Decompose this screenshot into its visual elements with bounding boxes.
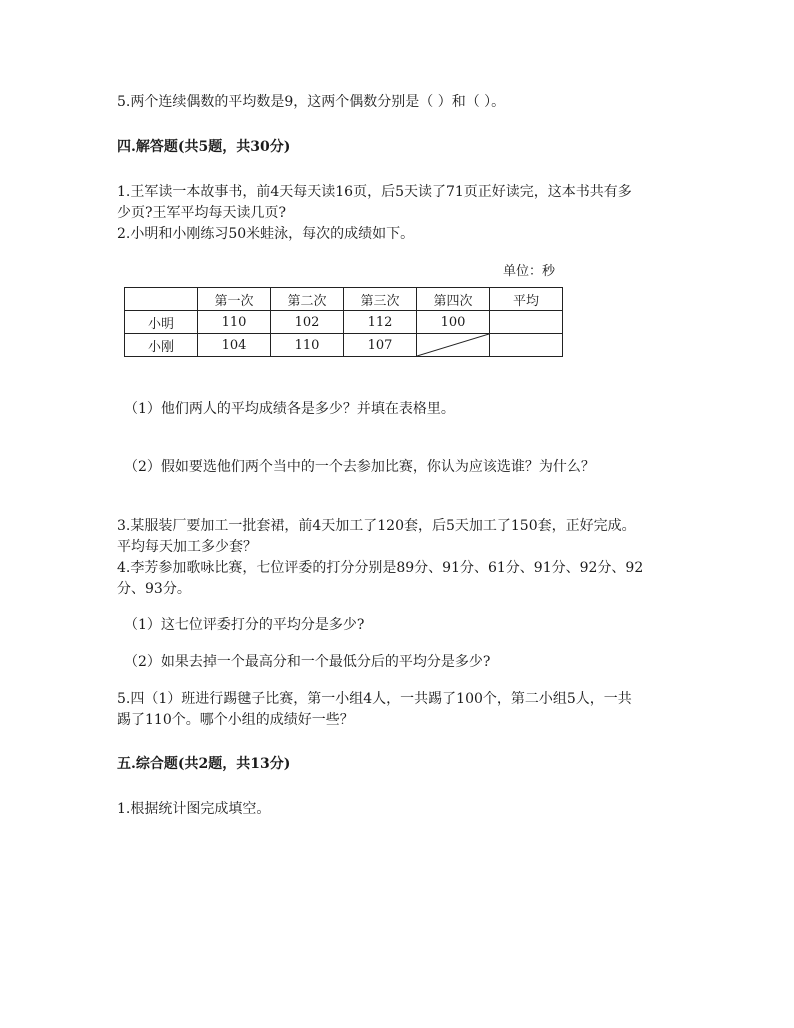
- table-cell-average[interactable]: [490, 334, 563, 357]
- table-cell-crossed-out: [417, 334, 490, 357]
- table-cell: 107: [344, 334, 417, 357]
- question-4-line-2: 分、93分。: [117, 581, 191, 597]
- table-unit-label: 单位：秒: [503, 264, 556, 279]
- table-row-name: 小明: [125, 311, 198, 334]
- question-4-line-1: 4.李芳参加歌咏比赛，七位评委的打分分别是89分、91分、61分、91分、92分、92: [117, 560, 644, 576]
- table-header-cell: 第三次: [344, 288, 417, 311]
- table-header-cell: 第四次: [417, 288, 490, 311]
- question-2-line-1: 2.小明和小刚练习50米蛙泳，每次的成绩如下。: [117, 226, 415, 242]
- section-5-question-1: 1.根据统计图完成填空。: [117, 801, 271, 817]
- question-1-line-2: 少页?王军平均每天读几页?: [117, 205, 287, 221]
- table-header-cell: 第一次: [198, 288, 271, 311]
- table-row: [125, 311, 563, 334]
- question-5-line-1: 5.四（1）班进行踢毽子比赛，第一小组4人，一共踢了100个，第二小组5人，一共: [117, 691, 632, 707]
- table-cell: 110: [271, 334, 344, 357]
- section-4-title: 四.解答题(共5题，共30分): [117, 139, 291, 155]
- question-1-line-1: 1.王军读一本故事书，前4天每天读16页，后5天读了71页正好读完，这本书共有多: [117, 184, 632, 200]
- table-cell: 110: [198, 311, 271, 334]
- question-5-line-2: 踢了110个。哪个小组的成绩好一些？: [117, 712, 354, 728]
- question-3-line-1: 3.某服装厂要加工一批套裙，前4天加工了120套，后5天加工了150套，正好完成。: [117, 518, 636, 534]
- question-4-sub-1: （1）这七位评委打分的平均分是多少?: [124, 617, 365, 633]
- table-row: [125, 334, 563, 357]
- table-cell: 104: [198, 334, 271, 357]
- question-2-sub-1: （1）他们两人的平均成绩各是多少？并填在表格里。: [124, 401, 455, 417]
- table-header-cell: [125, 288, 198, 311]
- fill-question-5: 5.两个连续偶数的平均数是9，这两个偶数分别是（ ）和（ ）。: [117, 94, 506, 110]
- table-header-cell: 第二次: [271, 288, 344, 311]
- table-cell-average[interactable]: [490, 311, 563, 334]
- table-row-name: 小刚: [125, 334, 198, 357]
- table-header-cell: 平均: [490, 288, 563, 311]
- table-cell: 102: [271, 311, 344, 334]
- question-2-sub-2: （2）假如要选他们两个当中的一个去参加比赛，你认为应该选谁？为什么？: [124, 459, 595, 475]
- table-cell: 112: [344, 311, 417, 334]
- question-4-sub-2: （2）如果去掉一个最高分和一个最低分后的平均分是多少?: [124, 654, 491, 670]
- diagonal-line-icon: [417, 334, 489, 356]
- question-3-line-2: 平均每天加工多少套？: [117, 539, 257, 555]
- table-cell: 100: [417, 311, 490, 334]
- table-header-row: [125, 288, 563, 311]
- swim-scores-table: [124, 287, 563, 357]
- section-5-title: 五.综合题(共2题，共13分): [117, 756, 291, 772]
